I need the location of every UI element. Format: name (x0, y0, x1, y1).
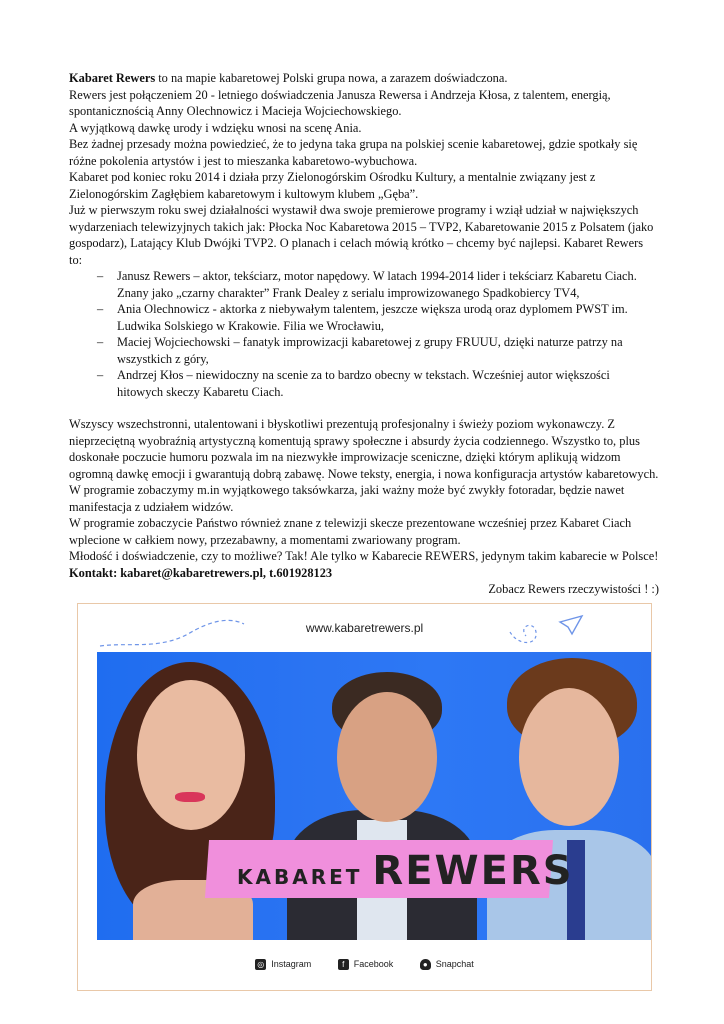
group-photo (97, 652, 652, 940)
outro-paragraph-0: Wszyscy wszechstronni, utalentowani i błyskotliwi prezentują profesjonalny i świeży poziom wykonawczy. Z nieprzeciętną wyobraźnią artystyczną komentują sprawy społeczne i absurdy życia codziennego. Wszystko to, plus doskonałe poczucie humoru pozwala im na niezwykłe improwizacje sceniczne, dzięki którym aplikują widzom ogromną dawkę emocji i gwarantują dobrą zabawę. Nowe teksty, energia, i nowa konfiguracja artystów kabaretowych. W programie zobaczymy m.in wyjątkowego taksówkarza, jaki ważny może być zwykły fotoradar, będzie nawet manifestacja z udziałem widzów. (69, 417, 659, 514)
social-instagram[interactable] (255, 959, 311, 970)
outro-paragraph-2: Młodość i doświadczenie, czy to możliwe? Tak! Ale tylko w Kabarecie REWERS, jedynym takim kabarecie w Polsce! (69, 549, 659, 563)
social-label: Instagram (271, 959, 312, 969)
contact-text: Kontakt: kabaret@kabaretrewers.pl, t.601928123 (69, 565, 333, 580)
poster-title (237, 848, 574, 894)
intro-line-5: Już w pierwszym roku swej działalności wystawił dwa swoje premierowe programy i wziął udział w największych wydarzeniach telewizyjnych takich jak: Płocka Noc Kabaretowa 2015 – TVP2, Kabaretowanie 2015 z Polsatem (jako gospodarz), Latający Klub Dwójki TVP2. O planach i celach mówią krótko – chcemy być najlepsi. Kabaret Rewers to: (69, 203, 654, 267)
list-item: – Maciej Wojciechowski – fanatyk improwizacji kabaretowej z grupy FRUUU, dzięki naturze patrzy na wszystkich z góry, (97, 334, 659, 367)
social-facebook[interactable] (338, 959, 394, 970)
banner-word-rewers: REWERS (372, 848, 574, 894)
intro-line-1: Rewers jest połączeniem 20 - letniego doświadczenia Janusza Rewersa i Andrzeja Kłosa, z talentem, energią, spontanicznością Anny Olechnowicz i Macieja Wojciechowskiego. (69, 87, 611, 118)
list-item: – Andrzej Kłos – niewidoczny na scenie za to bardzo obecny w tekstach. Wcześniej autor większości hitowych skeczy Kabaretu Ciach. (97, 367, 659, 400)
instagram-icon: ◎ (255, 959, 266, 970)
intro-line-0 (69, 70, 659, 87)
contact-line (69, 565, 659, 582)
social-label: Facebook (353, 959, 394, 969)
members-list (69, 268, 659, 400)
social-snapchat[interactable] (420, 959, 474, 970)
website-url[interactable]: www.kabaretrewers.pl (305, 621, 424, 635)
group-name: Kabaret Rewers (69, 71, 156, 85)
intro-line-2: A wyjątkową dawkę urody i wdzięku wnosi na scenę Ania. (69, 120, 362, 135)
spacer (69, 400, 659, 416)
intro-line-3: Bez żadnej przesady można powiedzieć, że to jedyna taka grupa na polskiej scenie kabaretowej, gdzie spotkały się różne pokolenia artystów i jest to mieszanka kabaretowo-wybuchowa. (69, 137, 638, 168)
list-item: – Janusz Rewers – aktor, tekściarz, motor napędowy. W latach 1994-2014 lider i tekściarz Kabaretu Ciach. Znany jako „czarny charakter” Frank Dealey z serialu improwizowanego Spadkobiercy TV4, (97, 268, 659, 301)
snapchat-icon: ● (420, 959, 431, 970)
intro-line-4: Kabaret pod koniec roku 2014 i działa przy Zielonogórskim Ośrodku Kultury, a mentalnie związany jest z Zielonogórskim Zagłębiem kabaretowym i kultowym klubem „Gęba”. (69, 170, 596, 201)
article-text (69, 70, 659, 598)
closing-line: Zobacz Rewers rzeczywistości ! :) (488, 582, 659, 596)
social-links (78, 959, 651, 970)
kabaret-poster (77, 603, 652, 991)
list-item: – Ania Olechnowicz - aktorka z niebywałym talentem, jeszcze większa urodą oraz dyplomem PWST im. Ludwika Solskiego w Krakowie. Filia we Wrocławiu, (97, 301, 659, 334)
social-label: Snapchat (435, 959, 474, 969)
banner-word-kabaret: KABARET (237, 865, 363, 889)
intro-title-rest: to na mapie kabaretowej Polski grupa nowa, a zarazem doświadczona. (155, 71, 508, 85)
outro-paragraph-1: W programie zobaczycie Państwo również znane z telewizji skecze prezentowane wcześniej przez Kabaret Ciach wplecione w całkiem nowy, przezabawny, a momentami zwariowany program. (69, 516, 632, 547)
facebook-icon: f (338, 959, 349, 970)
